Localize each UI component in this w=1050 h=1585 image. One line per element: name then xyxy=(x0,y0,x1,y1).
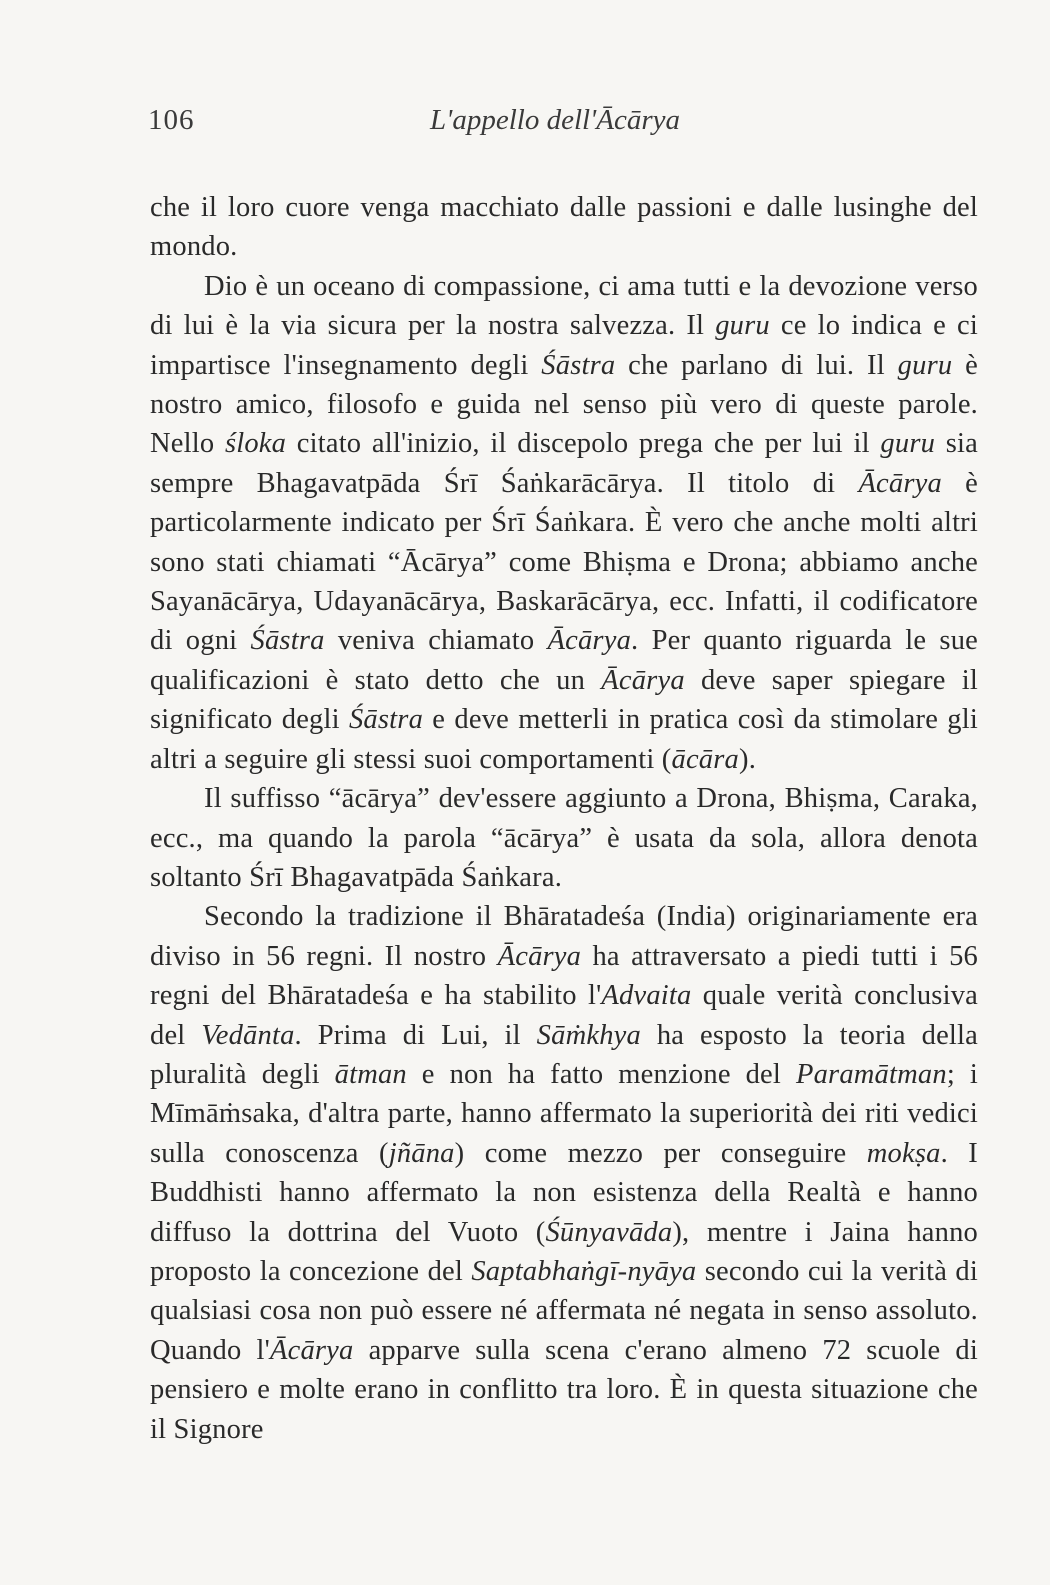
text-run: che il loro cuore venga macchiato dalle passioni e dalle lusinghe del mondo. xyxy=(150,192,978,263)
page-header xyxy=(148,104,984,144)
page-number: 106 xyxy=(148,104,195,136)
text-run: ha attraversato a piedi tutti i 56 regni del Bhāratadeśa e ha stabilito l' xyxy=(150,940,978,1012)
italic-term: Ācārya xyxy=(269,1334,354,1366)
text-run: . Prima di Lui, il xyxy=(294,1019,537,1051)
text-run: ), mentre i Jaina hanno proposto la concezione del xyxy=(150,1216,978,1287)
italic-term: Ācārya xyxy=(858,467,942,499)
text-run: e deve metterli in pratica così da stimolare gli altri a seguire gli stessi suoi comportamenti ( xyxy=(150,704,978,775)
italic-term: mokṣa xyxy=(866,1137,941,1169)
italic-term: ātman xyxy=(334,1058,407,1090)
text-run: sia sempre Bhagavatpāda Śrī Śaṅkarācārya. Il titolo di xyxy=(150,428,978,499)
italic-term: Ācārya xyxy=(547,625,632,657)
text-run: . Per quanto riguarda le sue qualificazioni è stato detto che un xyxy=(150,625,978,696)
text-run: apparve sulla scena c'erano almeno 72 scuole di pensiero e molte erano in conflitto tra loro. È in questa situazione che il Signore xyxy=(150,1334,978,1445)
italic-term: guru xyxy=(880,428,936,460)
italic-term: Advaita xyxy=(601,980,692,1012)
text-run: ha esposto la teoria della pluralità degli xyxy=(150,1019,978,1090)
text-run: Il suffisso “ācārya” dev'essere aggiunto a Drona, Bhiṣma, Caraka, ecc., ma quando la parola “ācārya” è usata da sola, allora denota soltanto Śrī Bhagavatpāda Śaṅkara. xyxy=(150,783,978,893)
text-run: ce lo indica e ci impartisce l'insegnamento degli xyxy=(150,310,978,381)
text-run: ; i Mīmāṁsaka, d'altra parte, hanno affermato la superiorità dei riti vedici sulla conoscenza ( xyxy=(150,1058,978,1169)
italic-term: Śūnyavāda xyxy=(545,1216,673,1248)
text-run: citato all'inizio, il discepolo prega che per lui il xyxy=(286,428,881,460)
italic-term: guru xyxy=(715,310,770,342)
italic-term: Śāstra xyxy=(541,349,616,381)
text-run: è nostro amico, filosofo e guida nel senso più vero di queste parole. Nello xyxy=(150,349,978,460)
paragraph-2 xyxy=(150,267,978,779)
text-run: ). xyxy=(739,743,757,775)
body-text xyxy=(150,188,978,1449)
text-run: Secondo la tradizione il Bhāratadeśa (India) originariamente era diviso in 56 regni. Il nostro xyxy=(150,901,978,972)
italic-term: guru xyxy=(897,349,953,381)
italic-term: Sāṁkhya xyxy=(536,1019,641,1051)
text-run: secondo cui la verità di qualsiasi cosa non può essere né affermata né negata in senso assoluto. Quando l' xyxy=(150,1255,978,1366)
italic-term: ācāra xyxy=(671,743,739,775)
italic-term: Saptabhaṅgī-nyāya xyxy=(471,1255,697,1287)
text-run: deve saper spiegare il significato degli xyxy=(150,664,978,736)
italic-term: Śāstra xyxy=(250,625,325,657)
paragraph-3 xyxy=(150,779,978,897)
paragraph-1 xyxy=(150,188,978,267)
italic-term: Vedānta xyxy=(201,1019,295,1051)
italic-term: śloka xyxy=(224,428,287,460)
text-run: che parlano di lui. Il xyxy=(615,349,898,381)
text-run: quale verità conclusiva del xyxy=(150,980,978,1051)
paragraph-4 xyxy=(150,897,978,1449)
italic-term: Ācārya xyxy=(601,664,685,696)
text-run: e non ha fatto menzione del xyxy=(406,1058,796,1090)
text-run: veniva chiamato xyxy=(324,625,548,657)
italic-term: Paramātman xyxy=(795,1058,947,1090)
text-run: è particolarmente indicato per Śrī Śaṅkara. È vero che anche molti altri sono stati chiamati “Ācārya” come Bhiṣma e Drona; abbiamo anche Sayanācārya, Udayanācārya, Baskarācārya, ecc. Infatti, il codificatore di ogni xyxy=(150,467,978,657)
running-title: L'appello dell'Ācārya xyxy=(430,104,680,136)
italic-term: jñāna xyxy=(388,1137,455,1169)
text-run: Dio è un oceano di compassione, ci ama tutti e la devozione verso di lui è la via sicura per la nostra salvezza. Il xyxy=(150,270,978,342)
italic-term: Śāstra xyxy=(348,704,424,736)
text-run: ) come mezzo per conseguire xyxy=(454,1137,867,1169)
text-run: . I Buddhisti hanno affermato la non esistenza della Realtà e hanno diffuso la dottrina del Vuoto ( xyxy=(150,1137,978,1248)
italic-term: Ācārya xyxy=(497,940,582,972)
